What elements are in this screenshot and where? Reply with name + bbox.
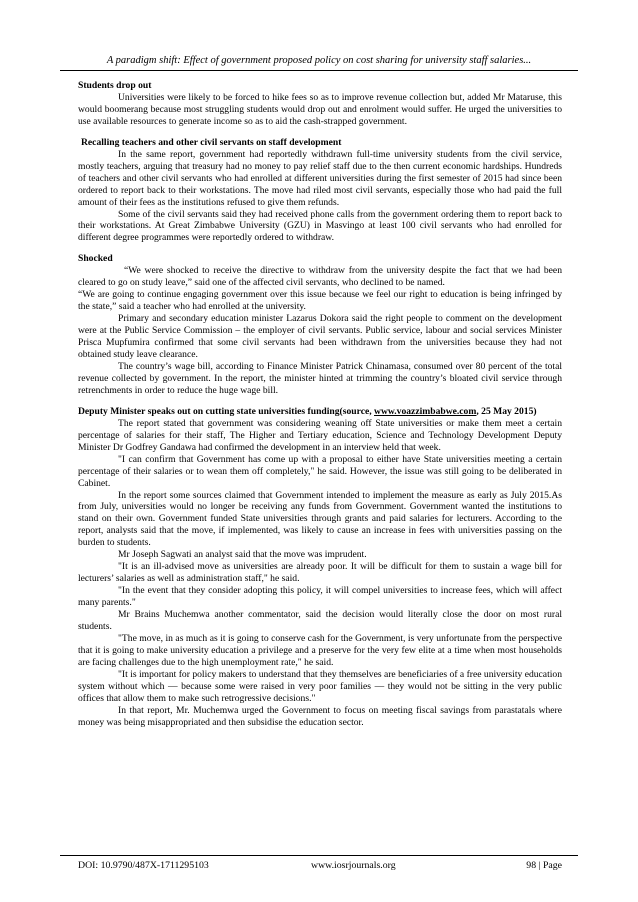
paragraph: In the report some sources claimed that Government intended to implement the measure as early as July 2015.As from July, universities would no longer be receiving any funds from Government. Government wanted the institutions to stand on their own. Government funded State universities through grants and paid salaries for lecturers. According to the report, analysts said that the move, if implemented, was likely to cause an increase in fees with universities passing on the burden to students. bbox=[78, 489, 562, 549]
running-head: A paradigm shift: Effect of government proposed policy on cost sharing for university staff salaries... bbox=[106, 55, 532, 66]
section-heading-shocked: Shocked bbox=[78, 253, 113, 265]
footer-divider bbox=[60, 855, 578, 856]
paragraph: "In the event that they consider adopting this policy, it will compel universities to increase fees, which will affect many parents." bbox=[78, 585, 562, 609]
section-heading-students-drop-out: Students drop out bbox=[78, 80, 152, 91]
paragraph: The country’s wage bill, according to Finance Minister Patrick Chinamasa, consumed over 80 percent of the total revenue collected by government. In the report, the minister hinted at trimming the country’s bloated civil service through retrenchments in order to reduce the huge wage bill. bbox=[78, 360, 562, 396]
paragraph: Primary and secondary education minister Lazarus Dokora said the right people to comment on the development were at the Public Service Commission – the employer of civil servants. Public service, labour and social services Minister Prisca Mupfumira confirmed that some civil servants had been withdrawn from the universities because they had not obtained study leave clearance. bbox=[78, 313, 562, 361]
paragraph: "It is an ill-advised move as universities are already poor. It will be difficult for them to sustain a wage bill for lecturers’ salaries as well as administration staff," he said. bbox=[78, 561, 562, 585]
paragraph: Mr Joseph Sagwati an analyst said that the move was imprudent. bbox=[118, 549, 367, 561]
paragraph: In the same report, government had reportedly withdrawn full-time university students from the civil service, mostly teachers, arguing that treasury had no money to pay relief staff due to the then current economic hardships. Hundreds of teachers and other civil servants who had enrolled at different universities during the first semester of 2015 had since been ordered to report back to their workstations. The move had riled most civil servants, especially those who had paid the full amount of their fees as the institutions refused to give them refunds. bbox=[78, 148, 562, 208]
footer-doi: DOI: 10.9790/487X-1711295103 bbox=[78, 860, 209, 871]
article-body bbox=[78, 80, 562, 729]
paragraph: "The move, in as much as it is going to conserve cash for the Government, is very unfortunate from the perspective that it is going to make university education a privilege and a preserve for the very few elite at a time when most households are facing challenges due to the high unemployment rate," he said. bbox=[78, 632, 562, 668]
section-heading-deputy-minister bbox=[78, 406, 562, 418]
paragraph: In that report, Mr. Muchemwa urged the Government to focus on meeting fiscal savings from parastatals where money was being misappropriated and then subsidise the education sector. bbox=[78, 704, 562, 728]
paragraph: “We were shocked to receive the directive to withdraw from the university despite the fact that we had been cleared to go on study leave,” said one of the affected civil servants, who declined to be named. bbox=[78, 265, 562, 289]
header-divider bbox=[60, 70, 578, 71]
paragraph: Some of the civil servants said they had received phone calls from the government ordering them to report back to their workstations. At Great Zimbabwe University (GZU) in Masvingo at least 100 civil servants who had enrolled for different degree programmes were reportedly ordered to withdraw. bbox=[78, 208, 562, 244]
source-link[interactable]: www.voazzimbabwe.com bbox=[374, 405, 477, 417]
paragraph: The report stated that government was considering weaning off State universities or make them meet a certain percentage of salaries for their staff, The Higher and Tertiary education, Science and Technology Development Deputy Minister Dr Godfrey Gandawa had confirmed the development in an interview held that week. bbox=[78, 417, 562, 453]
footer-website[interactable]: www.iosrjournals.org bbox=[311, 860, 396, 871]
paragraph: Universities were likely to be forced to hike fees so as to improve revenue collection but, added Mr Mataruse, this would boomerang because most struggling students would drop out and enrolment would suffer. He urged the universities to use available resources to generate income so as to aid the cash-strapped government. bbox=[78, 91, 562, 127]
paragraph: “We are going to continue engaging government over this issue because we feel our right to education is being infringed by the state,” said a teacher who had enrolled at the university. bbox=[78, 289, 562, 313]
paragraph: Mr Brains Muchemwa another commentator, said the decision would literally close the door on most rural students. bbox=[78, 609, 562, 632]
paragraph: "It is important for policy makers to understand that they themselves are beneficiaries of a free university education system without which — because some were raised in very poor families — they would not be sitting in the very public offices that allow them to make such retrogressive decisions." bbox=[78, 668, 562, 704]
paragraph: "I can confirm that Government has come up with a proposal to either have State universities meeting a certain percentage of their salaries or to wean them off completely," he said. However, the issue was still going to be deliberated in Cabinet. bbox=[78, 453, 562, 489]
section-heading-recalling-teachers: Recalling teachers and other civil servants on staff development bbox=[81, 136, 342, 148]
footer-page-number: 98 | Page bbox=[526, 860, 562, 871]
heading-date: , 25 May 2015) bbox=[476, 405, 537, 417]
heading-text: Deputy Minister speaks out on cutting state universities funding(source, bbox=[78, 405, 375, 417]
